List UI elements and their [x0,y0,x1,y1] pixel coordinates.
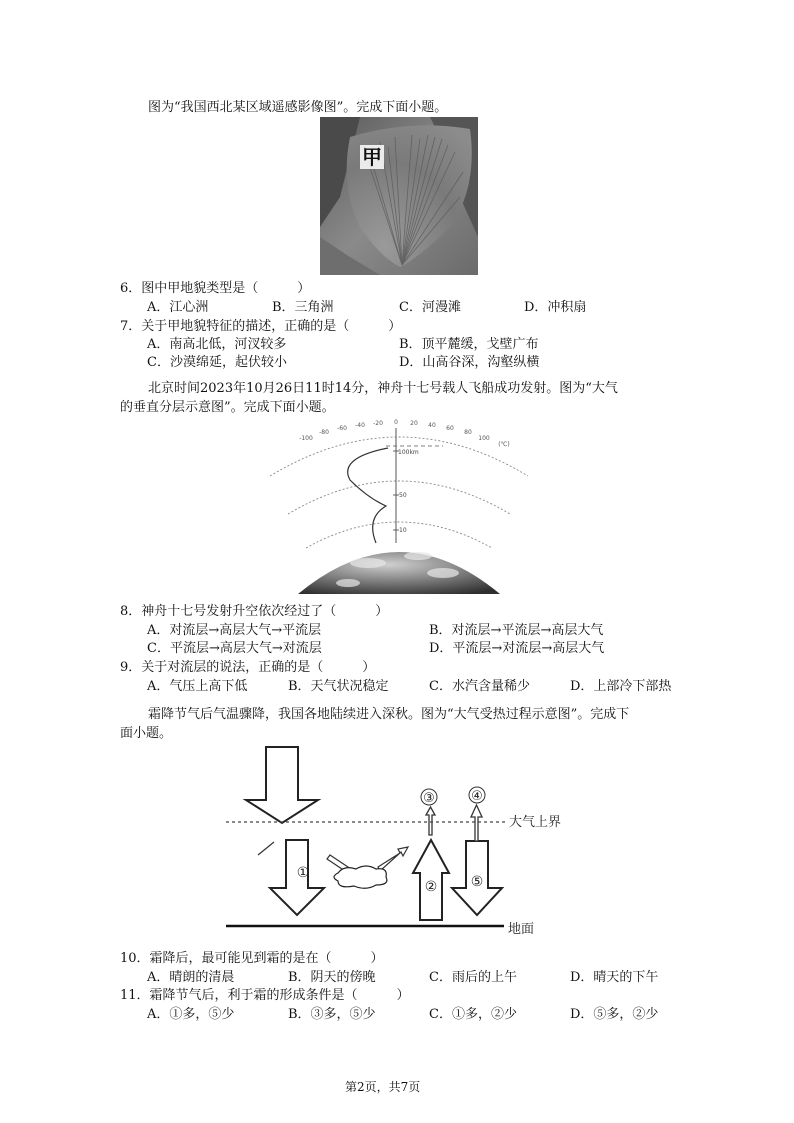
temp-tick: 60 [446,425,454,432]
arrow-3 [426,807,435,835]
q7-options-row2 [147,351,539,370]
intro-text-2-line1: 北京时间2023年10月26日11时14分，神舟十七号载人飞船成功发射。图为“大气 [148,381,618,396]
intro-text-2-line2: 的垂直分层示意图”。完成下面小题。 [120,400,335,415]
temp-tick: -40 [355,422,365,429]
page-footer: 第2页，共7页 [345,1080,421,1094]
q6-options [147,296,586,315]
intro-text-3-line2: 面小题。 [120,726,173,741]
atmosphere-layers-figure [268,418,530,594]
q7-option-a[interactable]: A．南高北低，河汊较多 [147,337,287,352]
q8-stem: 8．神舟十七号发射升空依次经过了（ ） [120,604,389,619]
q7-stem: 7．关于甲地貌特征的描述，正确的是（ ） [120,319,402,334]
q7-option-b[interactable]: B．顶平麓缓，戈壁广布 [399,337,539,352]
label-2: ② [424,879,438,895]
height-tick: 50 [399,492,407,499]
q6-option-d[interactable]: D．冲积扇 [524,300,587,315]
height-tick: 100km [398,449,419,456]
remote-sensing-image [320,117,478,275]
q11-option-a[interactable]: A．①多，⑤少 [147,1007,235,1022]
ground-label: 地面 [508,922,535,937]
temp-tick: -100 [299,435,313,442]
label-4: ④ [471,789,483,804]
q9-option-a[interactable]: A．气压上高下低 [147,679,248,694]
q8-options-row1 [147,619,603,638]
height-tick: 10 [399,527,407,534]
q8-option-a[interactable]: A．对流层→高层大气→平流层 [147,623,322,638]
figure-label-jia: 甲 [362,145,382,169]
q6-option-c[interactable]: C．河漫滩 [399,300,461,315]
q8-options-row2 [147,637,604,656]
q9-options [147,675,671,694]
q6-option-a[interactable]: A．江心洲 [147,300,209,315]
q7-option-c[interactable]: C．沙漠绵延，起伏较小 [147,355,287,370]
q6-option-b[interactable]: B．三角洲 [272,300,334,315]
temp-tick: -80 [319,429,329,436]
q11-option-c[interactable]: C．①多，②少 [429,1007,517,1022]
cloud-shape [334,866,387,888]
q9-stem: 9．关于对流层的说法，正确的是（ ） [120,660,376,675]
q10-option-b[interactable]: B．阴天的傍晚 [288,970,376,985]
temp-tick: 20 [410,420,418,427]
label-3: ③ [423,791,435,806]
q11-option-d[interactable]: D．⑤多，②少 [570,1007,659,1022]
earth-globe [298,552,500,594]
q7-option-d[interactable]: D．山高谷深，沟壑纵横 [399,355,540,370]
q6-stem: 6．图中甲地貌类型是（ ） [120,281,311,296]
q11-options [147,1003,658,1022]
label-5: ⑤ [470,874,484,890]
temp-tick: 100 [478,435,490,442]
q10-option-c[interactable]: C．雨后的上午 [429,970,517,985]
q10-stem: 10．霜降后，最可能见到霜的是在（ ） [120,951,384,966]
q8-option-d[interactable]: D．平流层→对流层→高层大气 [429,641,605,656]
q10-options [147,966,658,985]
q10-option-a[interactable]: A．晴朗的清晨 [147,970,235,985]
intro-text-1: 图为“我国西北某区域遥感影像图”。完成下面小题。 [148,100,448,115]
q10-option-d[interactable]: D．晴天的下午 [570,970,659,985]
q11-option-b[interactable]: B．③多，⑤少 [288,1007,376,1022]
temp-tick: -20 [373,420,383,427]
heating-process-figure [226,745,562,940]
arrow-4 [471,805,482,841]
temp-unit: (℃) [498,441,510,448]
q8-option-c[interactable]: C．平流层→高层大气→对流层 [147,641,322,656]
upper-boundary-label: 大气上界 [509,815,562,830]
temp-tick: 80 [464,429,472,436]
q9-option-d[interactable]: D．上部冷下部热 [570,679,672,694]
temperature-curve [348,448,388,543]
temp-tick: 0 [394,419,398,426]
q9-option-c[interactable]: C．水汽含量稀少 [429,679,530,694]
label-1: ① [296,865,310,881]
q7-options-row1 [147,333,539,352]
temperature-tick-labels [299,419,510,448]
q9-option-b[interactable]: B．天气状况稳定 [288,679,389,694]
q8-option-b[interactable]: B．对流层→平流层→高层大气 [429,623,604,638]
temp-tick: 40 [428,422,436,429]
temp-tick: -60 [337,425,347,432]
q11-stem: 11．霜降节气后，利于霜的形成条件是（ ） [120,988,410,1003]
solar-radiation-arrow [246,747,318,823]
intro-text-3-line1: 霜降节气后气温骤降，我国各地陆续进入深秋。图为“大气受热过程示意图”。完成下 [148,707,630,722]
